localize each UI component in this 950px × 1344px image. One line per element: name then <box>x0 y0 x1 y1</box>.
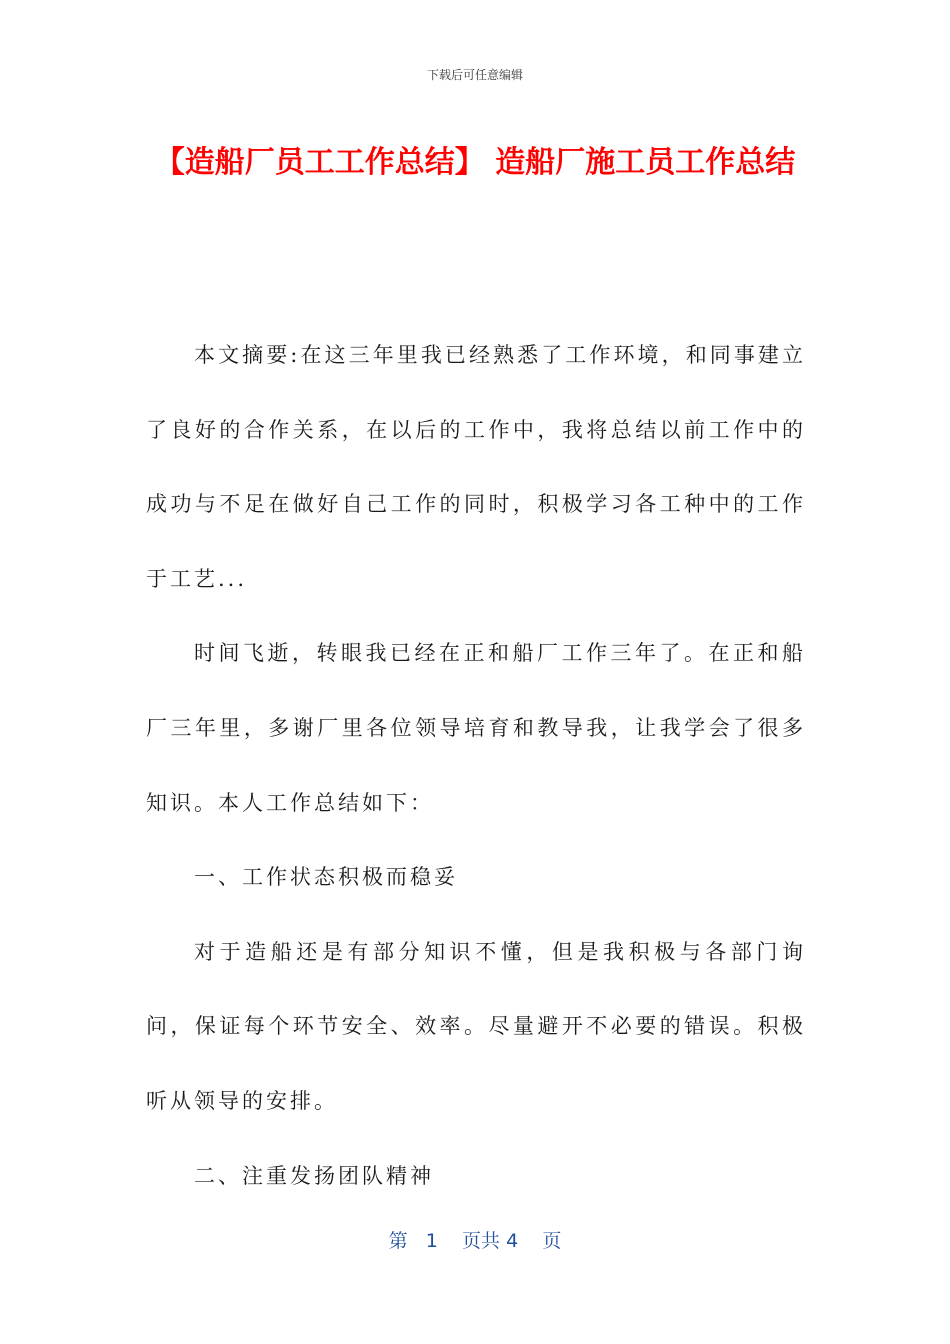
paragraph-section-1: 对于造船还是有部分知识不懂，但是我积极与各部门询问，保证每个环节安全、效率。尽量避开不必要的错误。积极听从领导的安排。 <box>146 939 806 1113</box>
paragraph-abstract: 本文摘要:在这三年里我已经熟悉了工作环境，和同事建立了良好的合作关系，在以后的工作中，我将总结以前工作中的成功与不足在做好自己工作的同时，积极学习各工种中的工作于工艺... <box>146 343 806 591</box>
section-heading-1: 一、工作状态积极而稳妥 <box>194 865 458 890</box>
page-current: 1 <box>425 1230 438 1252</box>
header-note: 下载后可任意编辑 <box>426 68 523 82</box>
paragraph-intro: 时间飞逝，转眼我已经在正和船厂工作三年了。在正和船厂三年里，多谢厂里各位领导培育和教导我，让我学会了很多知识。本人工作总结如下： <box>146 641 806 815</box>
page-label-mid: 页共 <box>462 1230 501 1252</box>
section-heading-2: 二、注重发扬团队精神 <box>194 1163 434 1188</box>
document-body <box>146 318 806 1213</box>
page-total: 4 <box>506 1230 519 1252</box>
page-footer <box>0 1226 950 1253</box>
page-label-prefix: 第 <box>388 1230 408 1252</box>
page-label-suffix: 页 <box>542 1230 562 1252</box>
document-title: 【造船厂员工工作总结】 造船厂施工员工作总结 <box>154 145 796 180</box>
